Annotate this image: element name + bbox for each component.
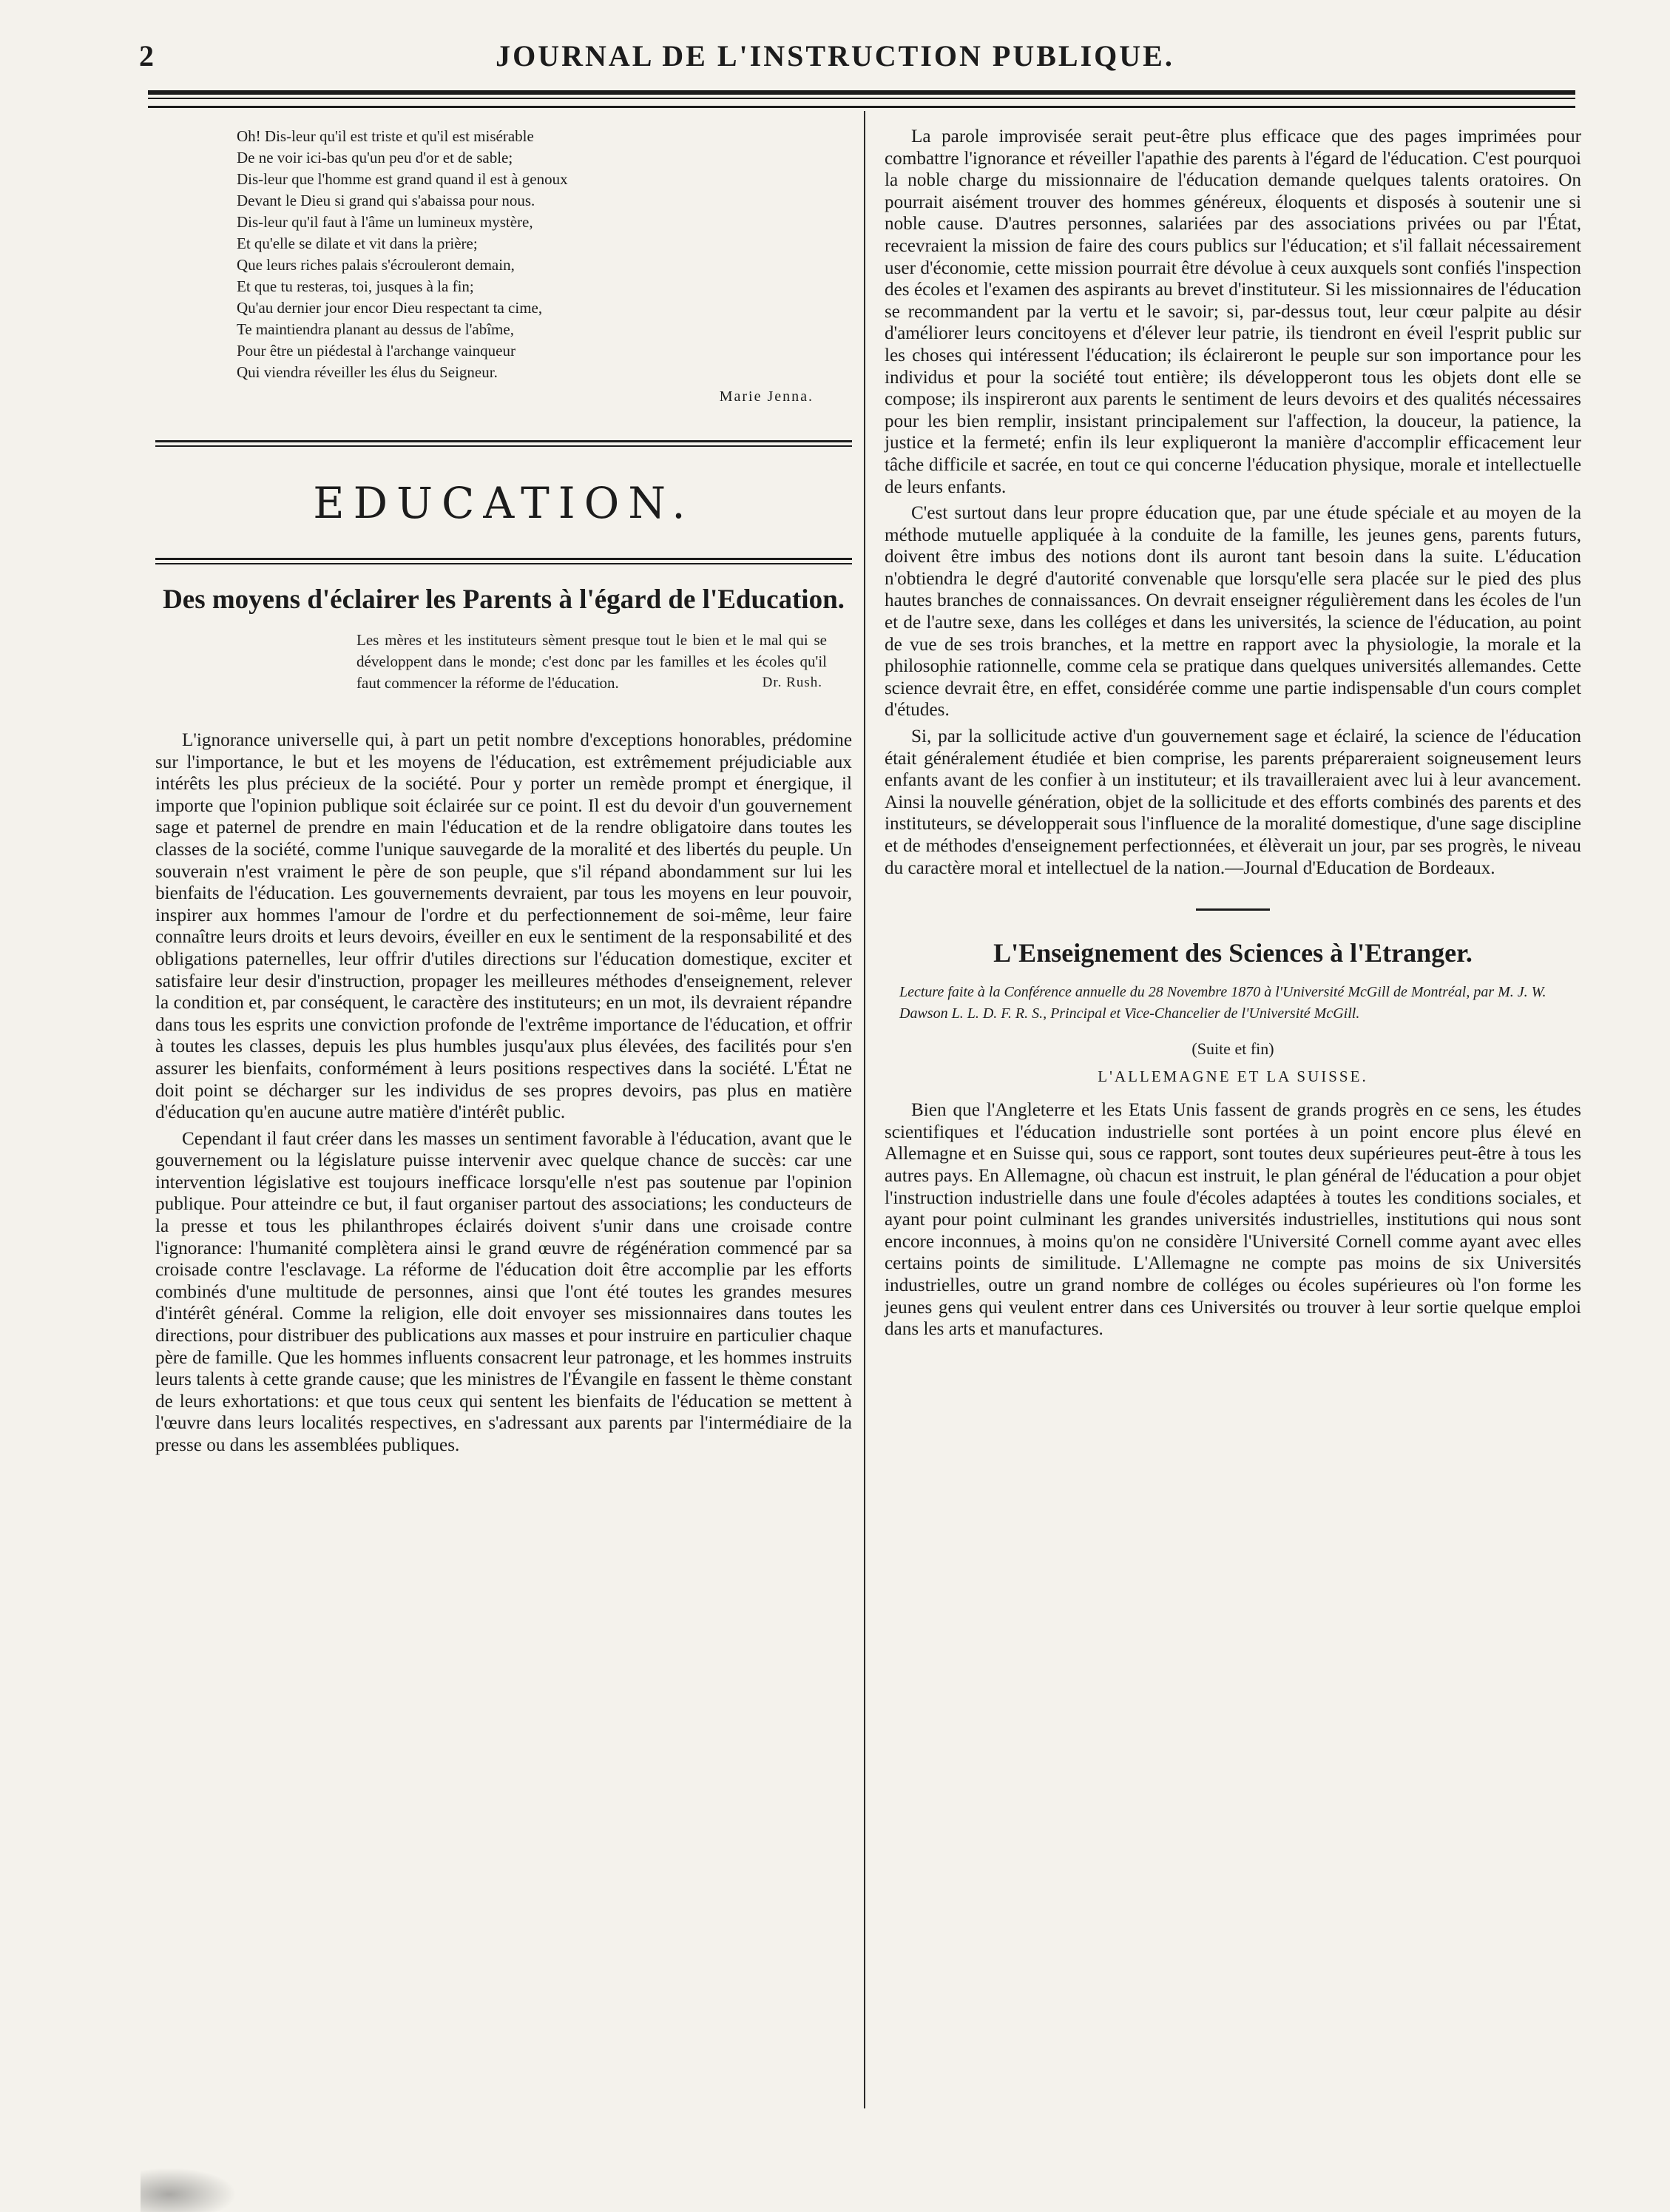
article-body: [885, 1099, 1581, 1341]
poem-line: Qui viendra réveiller les élus du Seigneur.: [237, 363, 498, 381]
section-rule: [155, 440, 852, 442]
paragraph: L'ignorance universelle qui, à part un petit nombre d'exceptions honorables, prédomine sur l'importance, le but et les moyens de l'éducation, est extrêmement préjudiciable aux intérêts les plus précieux de la société. Pour y porter un remède prompt et énergique, il importe que l'opinion publique soit éclairée sur ce point. Il est du devoir d'un gouvernement sage et paternel de prendre en main l'éducation et de la rendre obligatoire dans toutes les classes de la société, comme l'unique sauvegarde de la moralité et des libertés du peuple. Un souverain n'est vraiment le père de son peuple, que s'il répand abondamment sur lui les bienfaits de l'éducation. Les gouvernements devraient, par tous les moyens en leur pouvoir, inspirer aux hommes l'amour de l'ordre et du perfectionnement de soi-même, leur faire connaître leurs droits et leurs devoirs, éveiller en eux le sentiment de la responsabilité et des obligations paternelles, leur offrir d'utiles directions sur l'éducation domestique, exciter et satisfaire leur desir d'instruction, propager les meilleures méthodes d'enseignement, relever la condition et, par conséquent, le caractère des instituteurs; en un mot, ils devraient répandre dans tous les esprits une conviction profonde de l'extrême importance de l'éducation, et offrir à toutes les classes, depuis les plus humbles jusqu'aux plus élevées, des facilités pour s'en assurer les bienfaits, conformément à leurs positions respectives dans la société. L'État ne doit point se décharger sur les individus de ses propres devoirs, pas plus en matière d'éducation qu'en aucune autre matière d'intérêt public.: [155, 730, 852, 1123]
poem-line: Dis-leur que l'homme est grand quand il est à genoux: [237, 170, 568, 188]
column-divider: [864, 111, 865, 2108]
article-body: [155, 729, 852, 1457]
poem: [237, 126, 828, 408]
epigraph: Les mères et les instituteurs sèment presque tout le bien et le mal qui se développent dans le monde; c'est donc par les familles et les écoles qu'il faut commencer la réforme de l'éducation.: [356, 631, 827, 692]
poem-line: Devant le Dieu si grand qui s'abaissa pour nous.: [237, 192, 535, 209]
poem-line: Dis-leur qu'il faut à l'âme un lumineux mystère,: [237, 213, 533, 231]
section-rule: [155, 563, 852, 564]
article-body-continued: [885, 126, 1581, 879]
poem-line: Et qu'elle se dilate et vit dans la prière;: [237, 235, 478, 252]
section-heading: EDUCATION.: [313, 478, 694, 528]
poem-line: Que leurs riches palais s'écrouleront demain,: [237, 256, 515, 274]
header-rule: [148, 90, 1575, 95]
header-rule: [148, 98, 1575, 99]
paragraph: La parole improvisée serait peut-être plus efficace que des pages imprimées pour combattre l'ignorance et réveiller l'apathie des parents à l'égard de l'éducation. C'est pourquoi la noble charge du missionnaire de l'éducation demande quelques talents oratoires. On pourrait aisément trouver des hommes généreux, éloquents et disposés à soutenir une si noble cause. D'autres personnes, salariées par des associations privées ou par l'État, recevraient la mission de faire des cours publics sur l'éducation; et s'il fallait nécessairement user d'économie, cette mission pourrait être dévolue à ceux auxquels sont confiés l'inspection des écoles et l'examen des aspirants au brevet d'instituteur. Si les missionnaires de l'éducation se recommandent par la vertu et le savoir; si, par-dessus tout, leur cœur palpite au désir d'améliorer leurs concitoyens et d'élever leur patrie, ils tiendront en éveil l'esprit public sur les choses qui intéressent l'éducation; ils éclaireront le peuple sur son importance pour les individus et pour la société tout entière; ils développeront tous les objets dont elle se compose; ils inspireront aux parents le sentiment de leurs devoirs et des qualités nécessaires pour les bien remplir, insistant principalement sur l'affection, la douceur, la patience, la justice et la fermeté; enfin ils leur expliqueront la manière d'accomplir efficacement leur tâche difficile et sacrée, en tout ce qui concerne l'éducation physique, morale et intellectuelle de leurs enfants.: [885, 127, 1581, 497]
journal-title: JOURNAL DE L'INSTRUCTION PUBLIQUE.: [496, 39, 1174, 73]
header-rule: [148, 106, 1575, 108]
subheading: L'ALLEMAGNE ET LA SUISSE.: [1098, 1068, 1368, 1086]
article-title: L'Enseignement des Sciences à l'Etranger.: [993, 938, 1473, 968]
paragraph: Cependant il faut créer dans les masses un sentiment favorable à l'éducation, avant que le gouvernement ou la législature puisse intervenir avec quelque chance de succès: car une intervention législative est toujours inefficace lorsqu'elle n'est pas soutenue par l'opinion publique. Pour atteindre ce but, il faut organiser partout des associations; les conducteurs de la presse et tous les philanthropes éclairés doivent s'unir dans une croisade contre l'ignorance: l'humanité complètera ainsi le grand œuvre de régénération commencé par sa croisade contre l'esclavage. La réforme de l'éducation doit être accomplie par les efforts combinés d'une multitude de personnes, ainsi que l'ont été toutes les grandes mesures d'intérêt général. Comme la religion, elle doit envoyer ses missionnaires dans toutes les directions, pour distribuer des publications aux masses et pour instruire en particulier chaque père de famille. Que les hommes influents consacrent leur patronage, et les hommes instruits leurs talents à cette grande cause; que les ministres de l'Évangile en fassent le thème constant de leurs exhortations: et que tous ceux qui sentent les bienfaits de l'éducation se mettent à l'œuvre dans leurs localités respectives, en s'adressant aux parents par l'intermédiaire de la presse ou dans les assemblées publiques.: [155, 1128, 852, 1455]
poem-line: Qu'au dernier jour encor Dieu respectant ta cime,: [237, 299, 543, 317]
poem-line: Pour être un piédestal à l'archange vainqueur: [237, 342, 515, 360]
article-separator: [1196, 908, 1270, 911]
poem-line: Et que tu resteras, toi, jusques à la fin;: [237, 277, 474, 295]
continued-label: (Suite et fin): [1191, 1039, 1274, 1059]
paragraph: Bien que l'Angleterre et les Etats Unis fassent de grands progrès en ce sens, les études scientifiques et l'éducation industrielle sont portées à un point encore plus élevé en Allemagne et en Suisse qui, sous ce rapport, sont toutes deux supérieures peut-être à tous les autres pays. En Allemagne, où chacun est instruit, le plan général de l'éducation a pour objet l'instruction industrielle dans une foule d'écoles adaptées à toutes les conditions sociales, et ayant pour point culminant les grandes universités industrielles, institutions qui nous sont encore inconnues, à moins qu'on ne considère l'Université Cornell comme ayant avec elles certains points de similitude. L'Allemagne ne compte pas moins de six Universités industrielles, outre un grand nombre de colléges ou écoles supérieures où l'on forme les jeunes gens qui veulent entrer dans ces Universités ou trouver à leur sortie quelque emploi dans les arts et manufactures.: [885, 1100, 1581, 1340]
poem-line: Oh! Dis-leur qu'il est triste et qu'il est misérable: [237, 127, 534, 145]
epigraph-author: Dr. Rush.: [762, 675, 822, 690]
ink-blot: [141, 2168, 237, 2212]
poem-author: Marie Jenna.: [719, 388, 814, 405]
paragraph: Si, par la sollicitude active d'un gouvernement sage et éclairé, la science de l'éducation était généralement étudiée et bien comprise, les parents prépareraient soigneusement leurs enfants avant de les confier à un instituteur; et ils travailleraient avec lui à leur avancement. Ainsi la nouvelle génération, objet de la sollicitude et des efforts combinés des parents et des instituteurs, se développerait sous l'influence de la moralité domestique, d'une sage discipline et de méthodes d'enseignement perfectionnées, et élèverait un jour, par ses progrès, le niveau du caractère moral et intellectuel de la nation.—Journal d'Education de Bordeaux.: [885, 726, 1581, 878]
paragraph: C'est surtout dans leur propre éducation que, par une étude spéciale et au moyen de la méthode mutuelle appliquée à la conduite de la famille, les jeunes gens, parents futurs, doivent être imbus des notions dont ils auront tant besoin dans la suite. L'éducation n'obtiendra le degré d'autorité convenable que lorsqu'elle sera placée sur le pied des plus hautes branches de connaissances. On devrait enseigner régulièrement dans les écoles de l'un et de l'autre sexe, dans les colléges et dans les universités, la science de l'éducation, au point de vue de ses trois branches, et la mettre en rapport avec la physiologie, la morale et la philosophie rationnelle, comme cela se pratique dans quelques universités allemandes. Cette science devrait être, en effet, considérée comme une partie indispensable d'un cours complet d'études.: [885, 503, 1581, 721]
poem-line: De ne voir ici-bas qu'un peu d'or et de sable;: [237, 149, 513, 166]
section-rule: [155, 445, 852, 447]
lecture-note: Lecture faite à la Conférence annuelle du 28 Novembre 1870 à l'Université McGill de Montréal, par M. J. W. Dawson L. L. D. F. R. S., Principal et Vice-Chancelier de l'Université McGill.: [899, 984, 1546, 1022]
section-rule: [155, 558, 852, 560]
right-column: [885, 126, 1581, 1345]
poem-line: Te maintiendra planant au dessus de l'abîme,: [237, 320, 514, 338]
article-title: Des moyens d'éclairer les Parents à l'égard de l'Education.: [163, 584, 845, 615]
page-number: 2: [139, 39, 154, 73]
left-column: [155, 126, 852, 1461]
